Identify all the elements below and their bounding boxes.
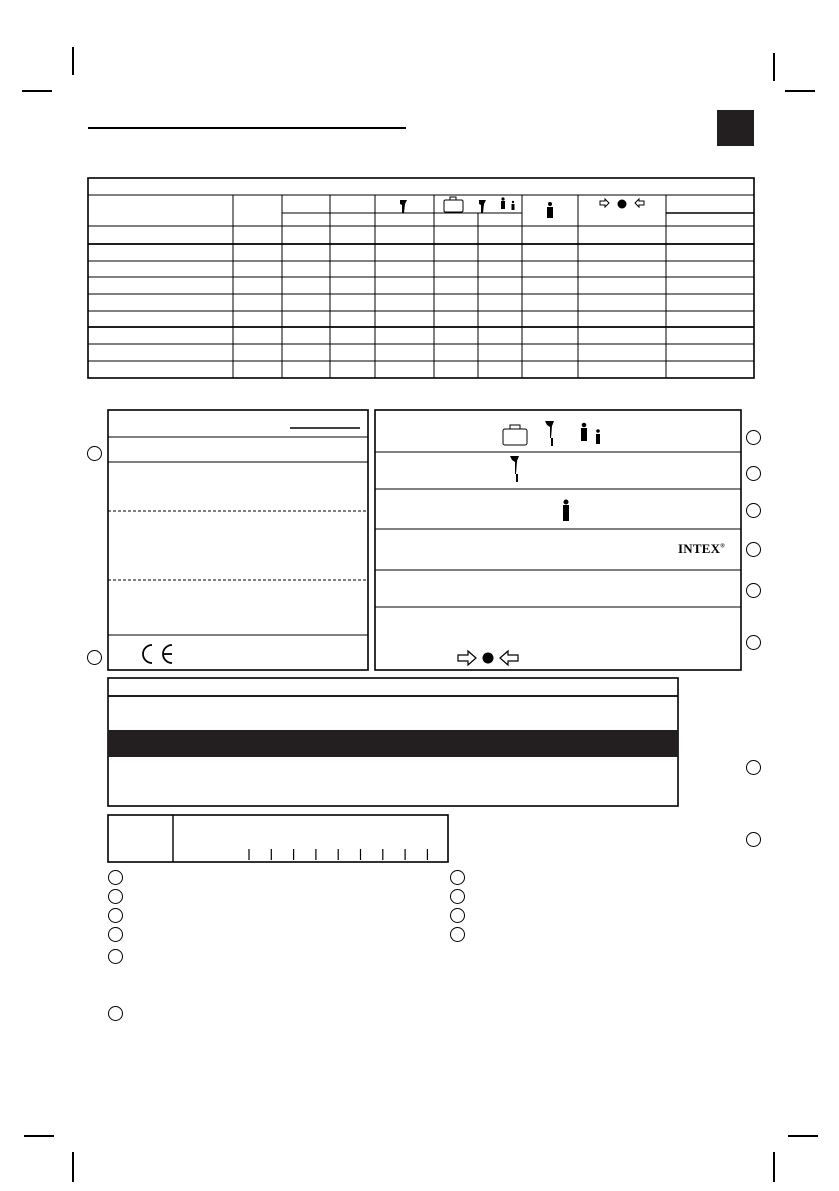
marker-circle (87, 650, 102, 665)
marker-circle (108, 949, 123, 964)
crop-mark-bottom-right-v (773, 1152, 775, 1182)
marker-circle (746, 466, 761, 481)
intex-logo: INTEX® (678, 541, 725, 556)
marker-circle (450, 889, 465, 904)
marker-circle (746, 430, 761, 445)
marker-circle (746, 542, 761, 557)
marker-circle (450, 927, 465, 942)
marker-circle (746, 832, 761, 847)
marker-circle (746, 760, 761, 775)
crop-mark-bottom-right-h (788, 1135, 818, 1137)
marker-circle (746, 583, 761, 598)
marker-circle (87, 446, 102, 461)
marker-circle (450, 908, 465, 923)
marker-circle (108, 1006, 123, 1021)
marker-circle (108, 870, 123, 885)
marker-circle (746, 635, 761, 650)
marker-circle (108, 908, 123, 923)
marker-circle (108, 889, 123, 904)
marker-circle (450, 870, 465, 885)
marker-circle (108, 927, 123, 942)
marker-circle (746, 503, 761, 518)
crop-mark-bottom-left-h (24, 1135, 54, 1137)
crop-mark-bottom-left-v (72, 1152, 74, 1182)
